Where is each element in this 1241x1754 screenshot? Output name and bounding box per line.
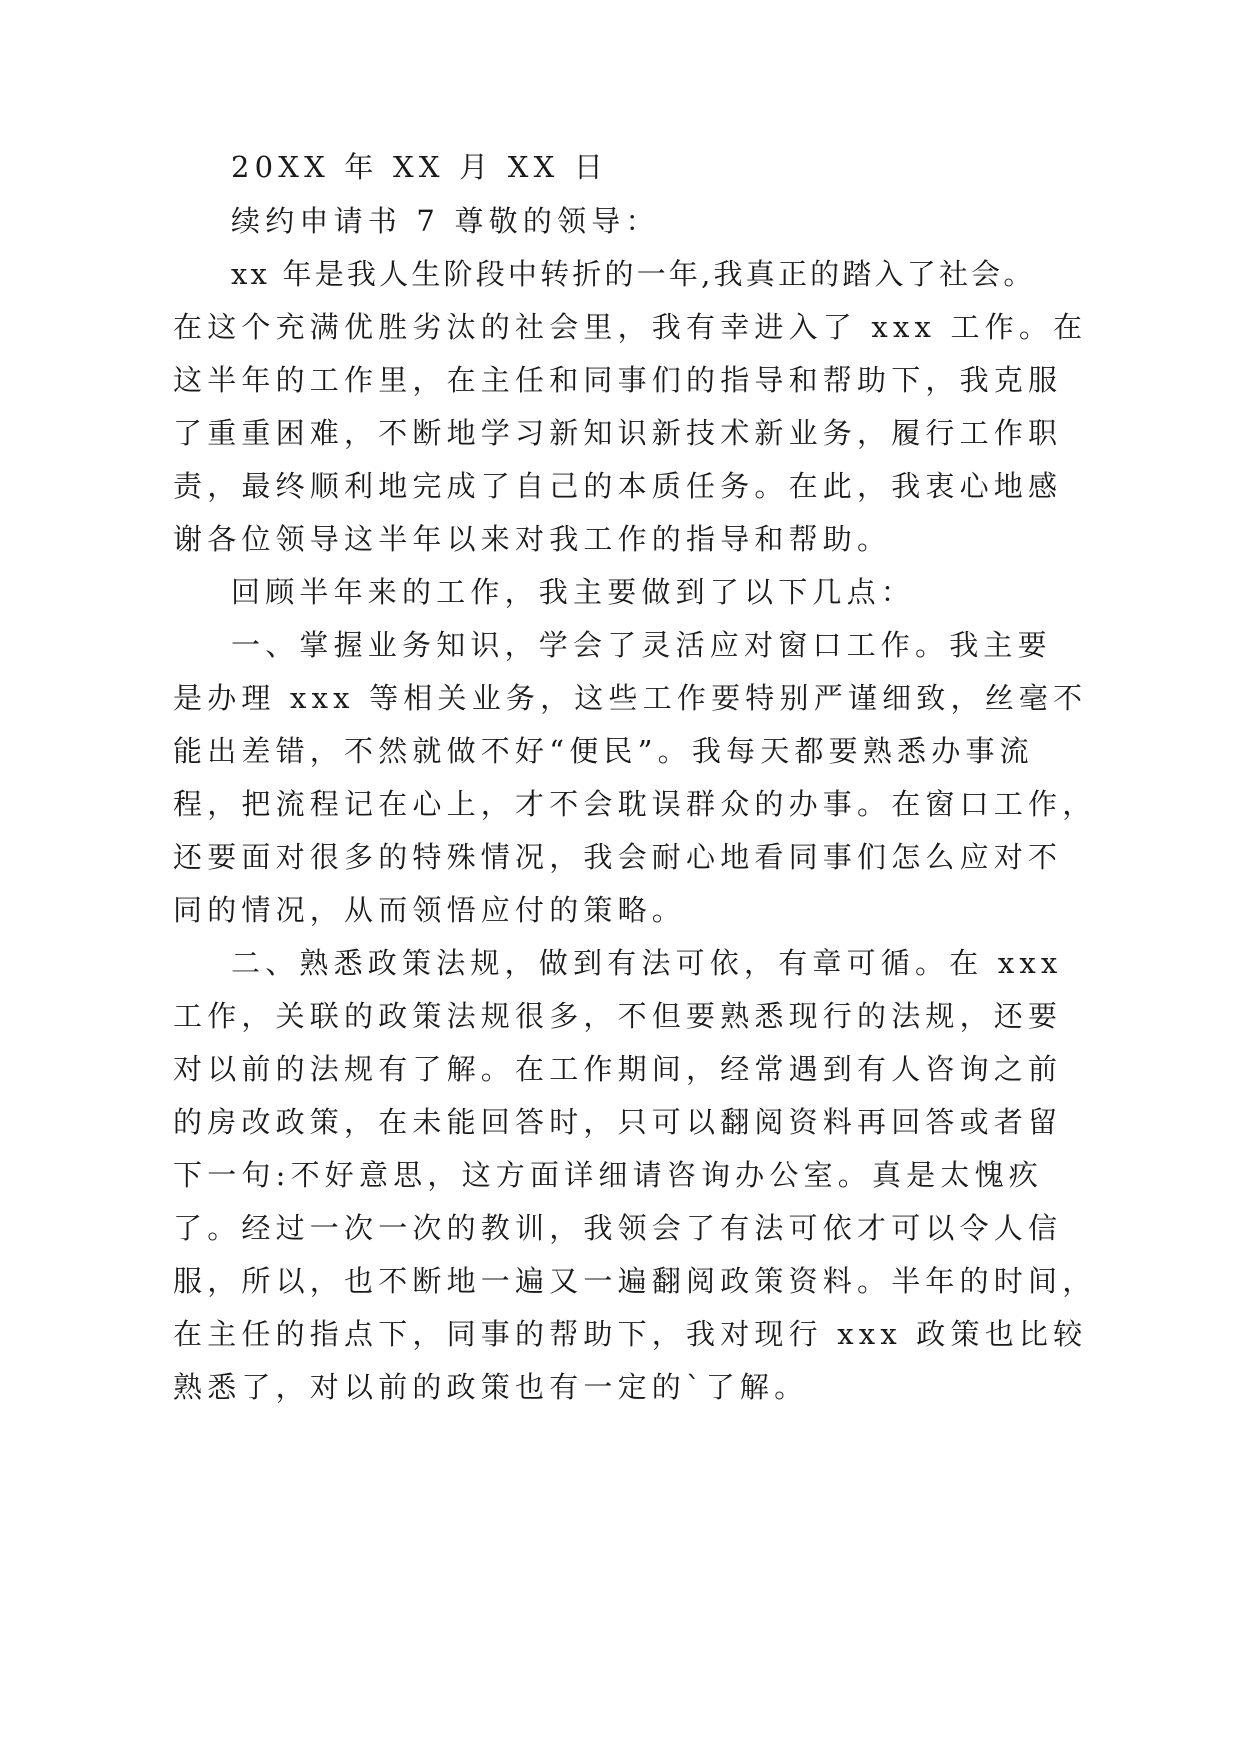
paragraph-line: 的房改政策，在未能回答时，只可以翻阅资料再回答或者留: [173, 1105, 1063, 1139]
paragraph-line: 一、掌握业务知识，学会了灵活应对窗口工作。我主要: [231, 628, 1052, 662]
paragraph-line: 能出差错，不然就做不好“便民”。我每天都要熟悉办事流: [173, 734, 1034, 768]
paragraph-line: 工作，关联的政策法规很多，不但要熟悉现行的法规，还要: [173, 999, 1063, 1033]
paragraph-line: 下一句:不好意思，这方面详细请咨询办公室。真是太愧疚: [173, 1158, 1043, 1192]
paragraph-line: 责，最终顺利地完成了自己的本质任务。在此，我衷心地感: [173, 469, 1063, 503]
paragraph-line: 程，把流程记在心上，才不会耽误群众的办事。在窗口工作，: [173, 787, 1097, 821]
paragraph-line: 在主任的指点下，同事的帮助下，我对现行 xxx 政策也比较: [173, 1317, 1088, 1351]
paragraph-line: 对以前的法规有了解。在工作期间，经常遇到有人咨询之前: [173, 1052, 1063, 1086]
paragraph-line: 同的情况，从而领悟应付的策略。: [173, 893, 687, 927]
paragraph-line: 这半年的工作里，在主任和同事们的指导和帮助下，我克服: [173, 363, 1063, 397]
title-line: 续约申请书 7 尊敬的领导：: [231, 204, 660, 238]
date-line: 20XX 年 XX 月 XX 日: [231, 150, 609, 184]
paragraph-line: 还要面对很多的特殊情况，我会耐心地看同事们怎么应对不: [173, 840, 1063, 874]
paragraph-line: 了重重困难，不断地学习新知识新技术新业务，履行工作职: [173, 416, 1063, 450]
paragraph-line: 二、熟悉政策法规，做到有法可依，有章可循。在 xxx: [231, 946, 1063, 980]
paragraph-line: 服，所以，也不断地一遍又一遍翻阅政策资料。半年的时间，: [173, 1264, 1097, 1298]
paragraph-line: 回顾半年来的工作，我主要做到了以下几点：: [231, 575, 916, 609]
paragraph-line: 了。经过一次一次的教训，我领会了有法可依才可以令人信: [173, 1211, 1063, 1245]
paragraph-line: 谢各位领导这半年以来对我工作的指导和帮助。: [173, 522, 892, 556]
paragraph-line: 熟悉了，对以前的政策也有一定的`了解。: [173, 1370, 809, 1404]
paragraph-line: 是办理 xxx 等相关业务，这些工作要特别严谨细致，丝毫不: [173, 681, 1088, 715]
paragraph-line: xx 年是我人生阶段中转折的一年,我真正的踏入了社会。: [231, 257, 1036, 291]
paragraph-line: 在这个充满优胜劣汰的社会里，我有幸进入了 xxx 工作。在: [173, 310, 1088, 344]
